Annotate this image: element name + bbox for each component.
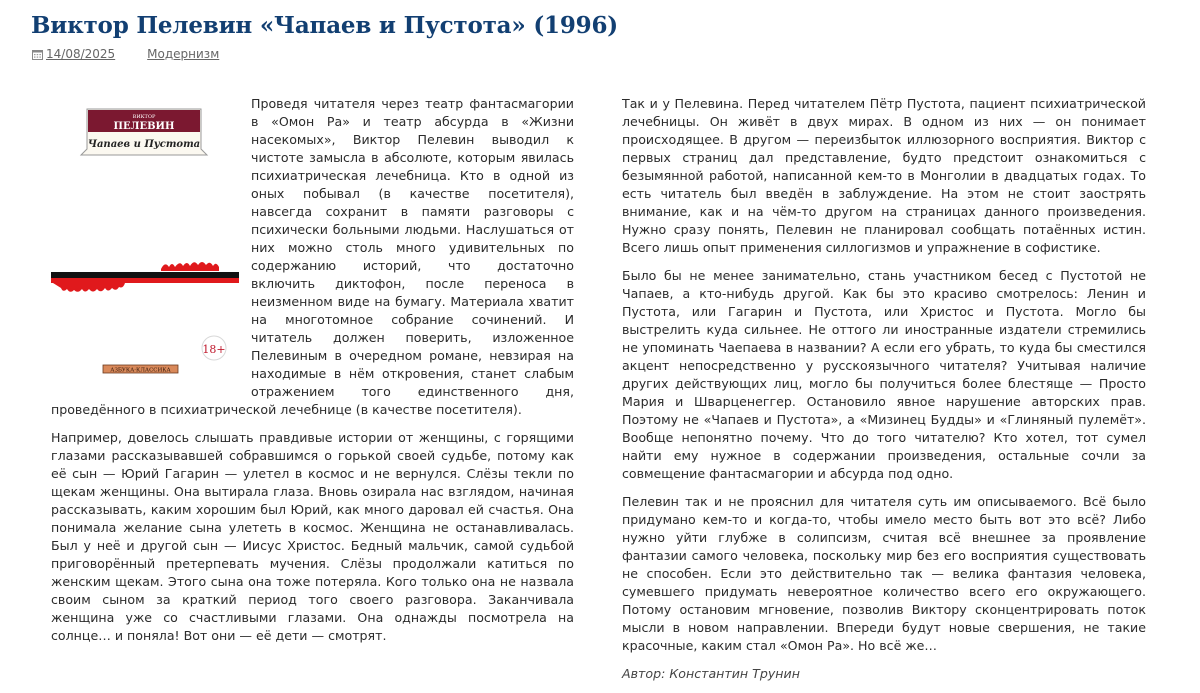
paragraph: Так и у Пелевина. Перед читателем Пётр Пустота, пациент психиатрической лечебницы. Он живёт в двух мирах. В одном из них — он понимает происходящее. В другом — переизбыток иллюзорного восприятия. Виктор с первых страниц дал представление, будто предстоит ознакомиться с безымянной работой, написанной кем-то в Монголии в двадцатых годах. То есть читатель был введён в заблуждение. На этом не стоит заострять внимание, как и на чём-то другом на страницах данного произведения. Нужно сразу понять, Пелевин не планировал сообщать потаённых истин. Всего лишь опыт применения силлогизмов и упражнение в софистике. <box>622 96 1146 255</box>
right-column <box>622 95 1146 693</box>
date-link[interactable]: 14/08/2025 <box>46 47 116 61</box>
cover-book-title: Чапаев и Пустота <box>87 139 201 150</box>
article-title: Виктор Пелевин «Чапаев и Пустота» (1996) <box>31 12 618 39</box>
left-column <box>51 95 574 655</box>
age-rating-badge: 18+ <box>202 343 226 356</box>
paragraph: Проведя читателя через театр фантасмагории в «Омон Ра» и театр абсурда в «Жизни насекомых», Виктор Пелевин выводил к чистоте замысла в абсолюте, которым явилась психиатрическая лечебница. Кто в одной из оных побывал (в качестве посетителя), навсегда сохранит в памяти разговоры с психически больными людьми. Наслушаться от них можно столь много удивительных по содержанию историй, что достаточно включить диктофон, после переноса в неизменном виде на бумагу. Материала хватит на многотомное собрание сочинений. И читатель должен поверить, изложенное Пелевиным в очередном романе, невзирая на находимые в нём откровения, станет слабым отражением того единственного дня, проведённого в психиатрической лечебнице (в качестве посетителя). <box>51 96 574 417</box>
paragraph: Например, довелось слышать правдивые истории от женщины, с горящими глазами рассказывавшей собравшимся о горькой своей судьбе, потому как её сын — Юрий Гагарин — улетел в космос и не вернулся. Слёзы текли по щекам женщины. Она вытирала глаза. Вновь озирала нас взглядом, начиная рассказывать, каким хорошим был Юрий, как много даровал ей счастья. Она понимала желание сына улететь в космос. Женщина не останавливалась. Был у неё и другой сын — Иисус Христос. Бедный мальчик, самой судьбой приговорённый претерпевать мучения. Слёзы продолжали катиться по женским щекам. Этого сына она тоже потеряла. Кого только она не назвала своим сыном за краткий период того своего разговора. Заканчивала женщина уже со счастливыми глазами. Она однажды посмотрела на солнце… и поняла! Вот они — её дети — смотрят. <box>51 430 574 643</box>
publisher-label: АЗБУКА·КЛАССИКА <box>110 367 171 374</box>
book-cover-image <box>51 97 241 397</box>
paragraph: Было бы не менее занимательно, стань участником бесед с Пустотой не Чапаев, а кто-нибудь другой. Как бы это красиво смотрелось: Ленин и Пустота, или Гагарин и Пустота, или Христос и Пустота. Могло бы выстрелить куда сильнее. Не оттого ли иностранные издатели стремились не упоминать Чаепаева в названии? А если его убрать, то куда бы сместился акцент непосредственно у русскоязычного читателя? Учитывая наличие других действующих лиц, могло бы получиться более блестяще — Просто Мария и Шварценеггер. Остановило явное нарушение авторских прав. Поэтому не «Чапаев и Пустота», а «Мизинец Будды» и «Глиняный пулемёт». Вообще непонятно почему. Что до того читателю? Кто хотел, тот сумел найти ему нужное в содержании произведения, остальные сочли за совмещение фантасмагории и абсурда под одно. <box>622 268 1146 481</box>
cover-author: ПЕЛЕВИН <box>113 121 175 132</box>
category-link[interactable]: Модернизм <box>147 47 220 61</box>
calendar-icon <box>32 49 43 60</box>
cover-author-small: ВИКТОР <box>132 114 156 120</box>
post-meta <box>32 47 219 61</box>
paragraph: Пелевин так и не прояснил для читателя суть им описываемого. Всё было придумано кем-то и когда-то, чтобы имело место быть вот это всё? Либо нужно уйти глубже в солипсизм, считая всё внешнее за проявление фантазии самого человека, поскольку мир без его восприятия существовать не способен. Если это действительно так — велика фантазия человека, сумевшего придумать невероятное количество всего его окружающего. Потому остановим мгновение, позволив Виктору сконцентрировать поток мысли в новом направлении. Впереди будут новые свершения, не такие красочные, каким стал «Омон Ра». Но всё же… <box>622 494 1146 653</box>
author-credit: Автор: Константин Трунин <box>622 666 800 681</box>
